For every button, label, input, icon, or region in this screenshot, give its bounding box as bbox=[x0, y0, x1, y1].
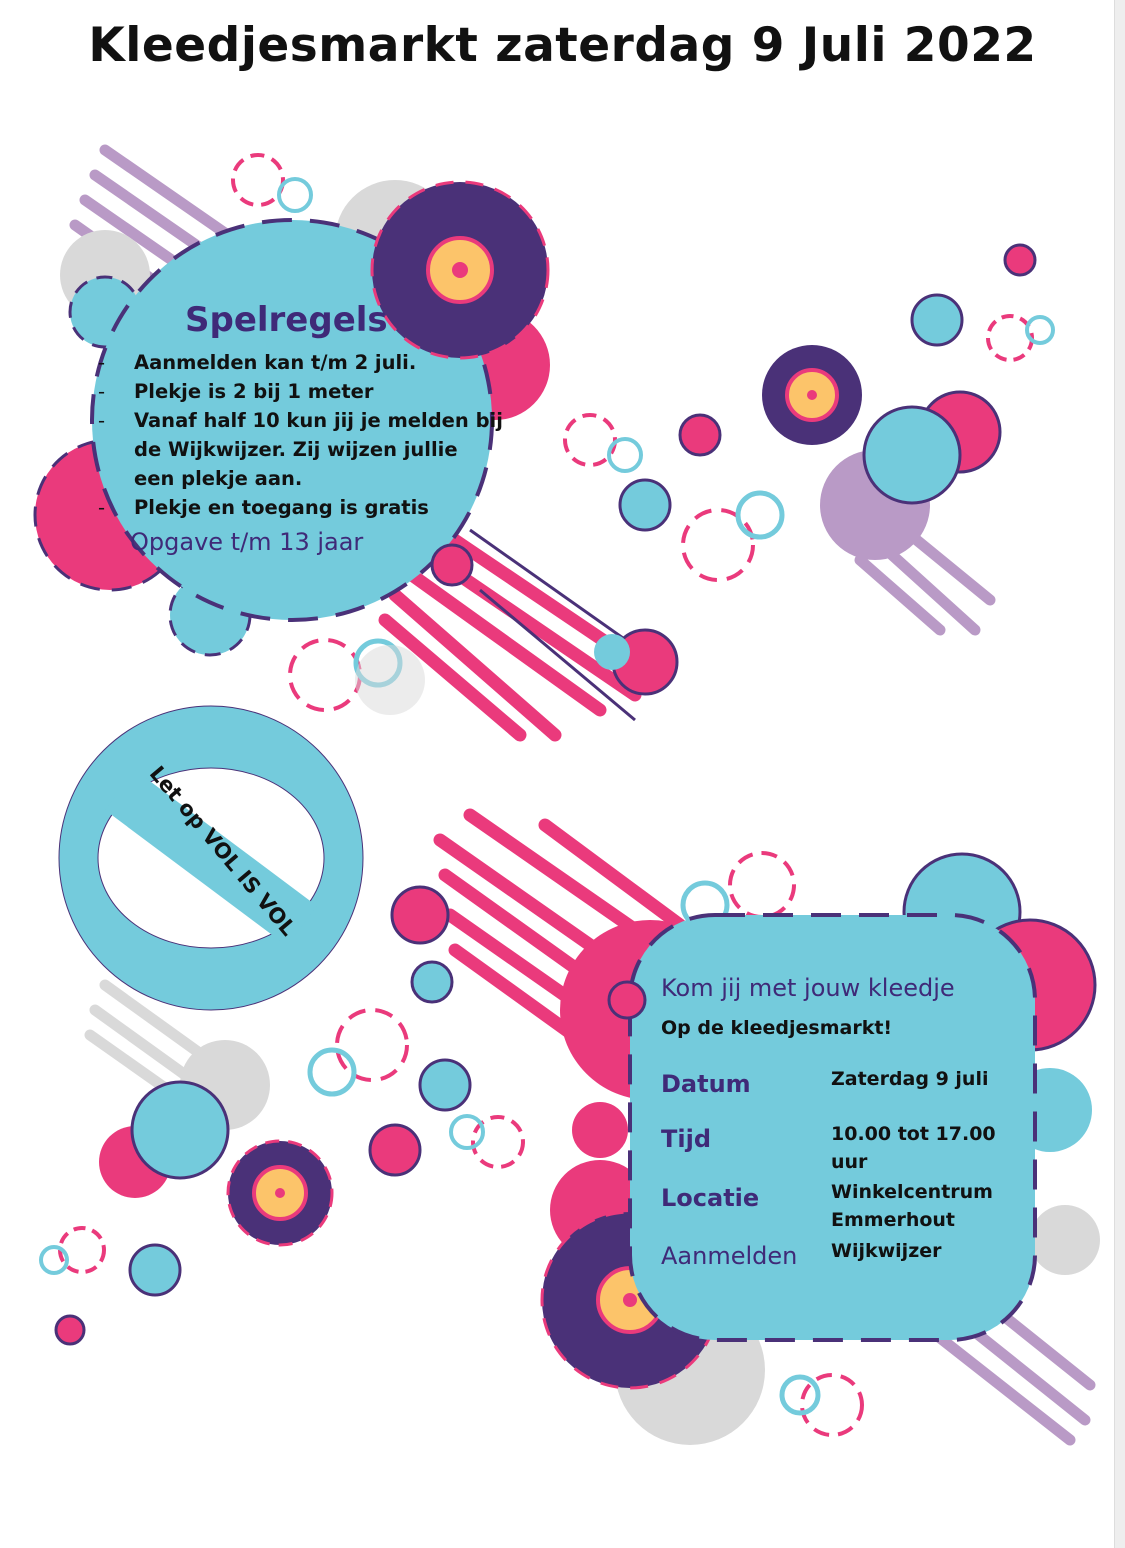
dashed-ring bbox=[337, 1010, 407, 1080]
bullet-dash-icon: - bbox=[98, 496, 106, 519]
ring bbox=[782, 1377, 818, 1413]
pink-dot bbox=[680, 415, 720, 455]
detail-label-tijd: Tijd bbox=[661, 1125, 712, 1153]
dashed-ring bbox=[683, 510, 753, 580]
cyan-circle bbox=[864, 407, 960, 503]
stop-sign-text: Let op VOL IS VOL bbox=[144, 761, 301, 941]
detail-label-locatie: Locatie bbox=[661, 1184, 760, 1212]
rule-text: Plekje en toegang is gratis bbox=[134, 496, 429, 519]
gray-circle bbox=[355, 645, 425, 715]
invite-subheading: Op de kleedjesmarkt! bbox=[661, 1017, 893, 1039]
list-item bbox=[98, 377, 503, 406]
ring bbox=[310, 1050, 354, 1094]
cyan-dot bbox=[620, 480, 670, 530]
list-item bbox=[98, 406, 503, 493]
cyan-dot bbox=[594, 634, 630, 670]
detail-value-locatie: Winkelcentrum Emmerhout bbox=[831, 1181, 993, 1231]
vinyl-hole bbox=[452, 262, 468, 278]
cyan-dot bbox=[420, 1060, 470, 1110]
page-title: Kleedjesmarkt zaterdag 9 Juli 2022 bbox=[88, 18, 1037, 73]
ring bbox=[1027, 317, 1053, 343]
rule-text: Plekje is 2 bij 1 meter bbox=[134, 380, 374, 403]
bullet-dash-icon: - bbox=[98, 380, 106, 403]
pink-dot bbox=[392, 887, 448, 943]
rule-text: Vanaf half 10 kun jij je melden bij de Wijkwijzer. Zij wijzen jullie een plekje aan. bbox=[134, 409, 503, 490]
rules-list bbox=[98, 348, 503, 522]
pink-dot bbox=[1005, 245, 1035, 275]
stop-sign-shape bbox=[59, 706, 363, 1010]
bullet-dash-icon: - bbox=[98, 351, 106, 374]
detail-value-datum: Zaterdag 9 juli bbox=[831, 1068, 989, 1090]
detail-label-aanmelden: Aanmelden bbox=[661, 1242, 798, 1270]
vinyl-hole bbox=[275, 1188, 285, 1198]
detail-value-aanmelden: Wijkwijzer bbox=[831, 1240, 942, 1262]
pink-dot bbox=[370, 1125, 420, 1175]
ring bbox=[451, 1116, 483, 1148]
ring bbox=[609, 439, 641, 471]
cyan-dot bbox=[912, 295, 962, 345]
rule-text: Aanmelden kan t/m 2 juli. bbox=[134, 351, 417, 374]
pink-dot bbox=[432, 545, 472, 585]
cyan-dot bbox=[412, 962, 452, 1002]
list-item bbox=[98, 348, 503, 377]
dashed-ring bbox=[730, 853, 794, 917]
dashed-ring bbox=[290, 640, 360, 710]
cyan-circle bbox=[132, 1082, 228, 1178]
ring bbox=[279, 179, 311, 211]
rules-heading: Spelregels bbox=[185, 300, 388, 340]
pink-dot bbox=[572, 1102, 628, 1158]
gray-circle bbox=[1030, 1205, 1100, 1275]
vinyl-hole bbox=[623, 1293, 637, 1307]
list-item bbox=[98, 493, 503, 522]
vinyl-hole bbox=[807, 390, 817, 400]
cyan-dot bbox=[130, 1245, 180, 1295]
dashed-ring bbox=[233, 155, 283, 205]
bullet-dash-icon: - bbox=[98, 409, 106, 432]
invite-heading: Kom jij met jouw kleedje bbox=[661, 974, 955, 1002]
detail-label-datum: Datum bbox=[661, 1070, 751, 1098]
rules-note: Opgave t/m 13 jaar bbox=[130, 528, 364, 556]
dashed-ring bbox=[988, 316, 1032, 360]
pink-dot bbox=[609, 982, 645, 1018]
detail-value-tijd: 10.00 tot 17.00 uur bbox=[831, 1123, 996, 1173]
ring bbox=[738, 493, 782, 537]
pink-dot bbox=[56, 1316, 84, 1344]
